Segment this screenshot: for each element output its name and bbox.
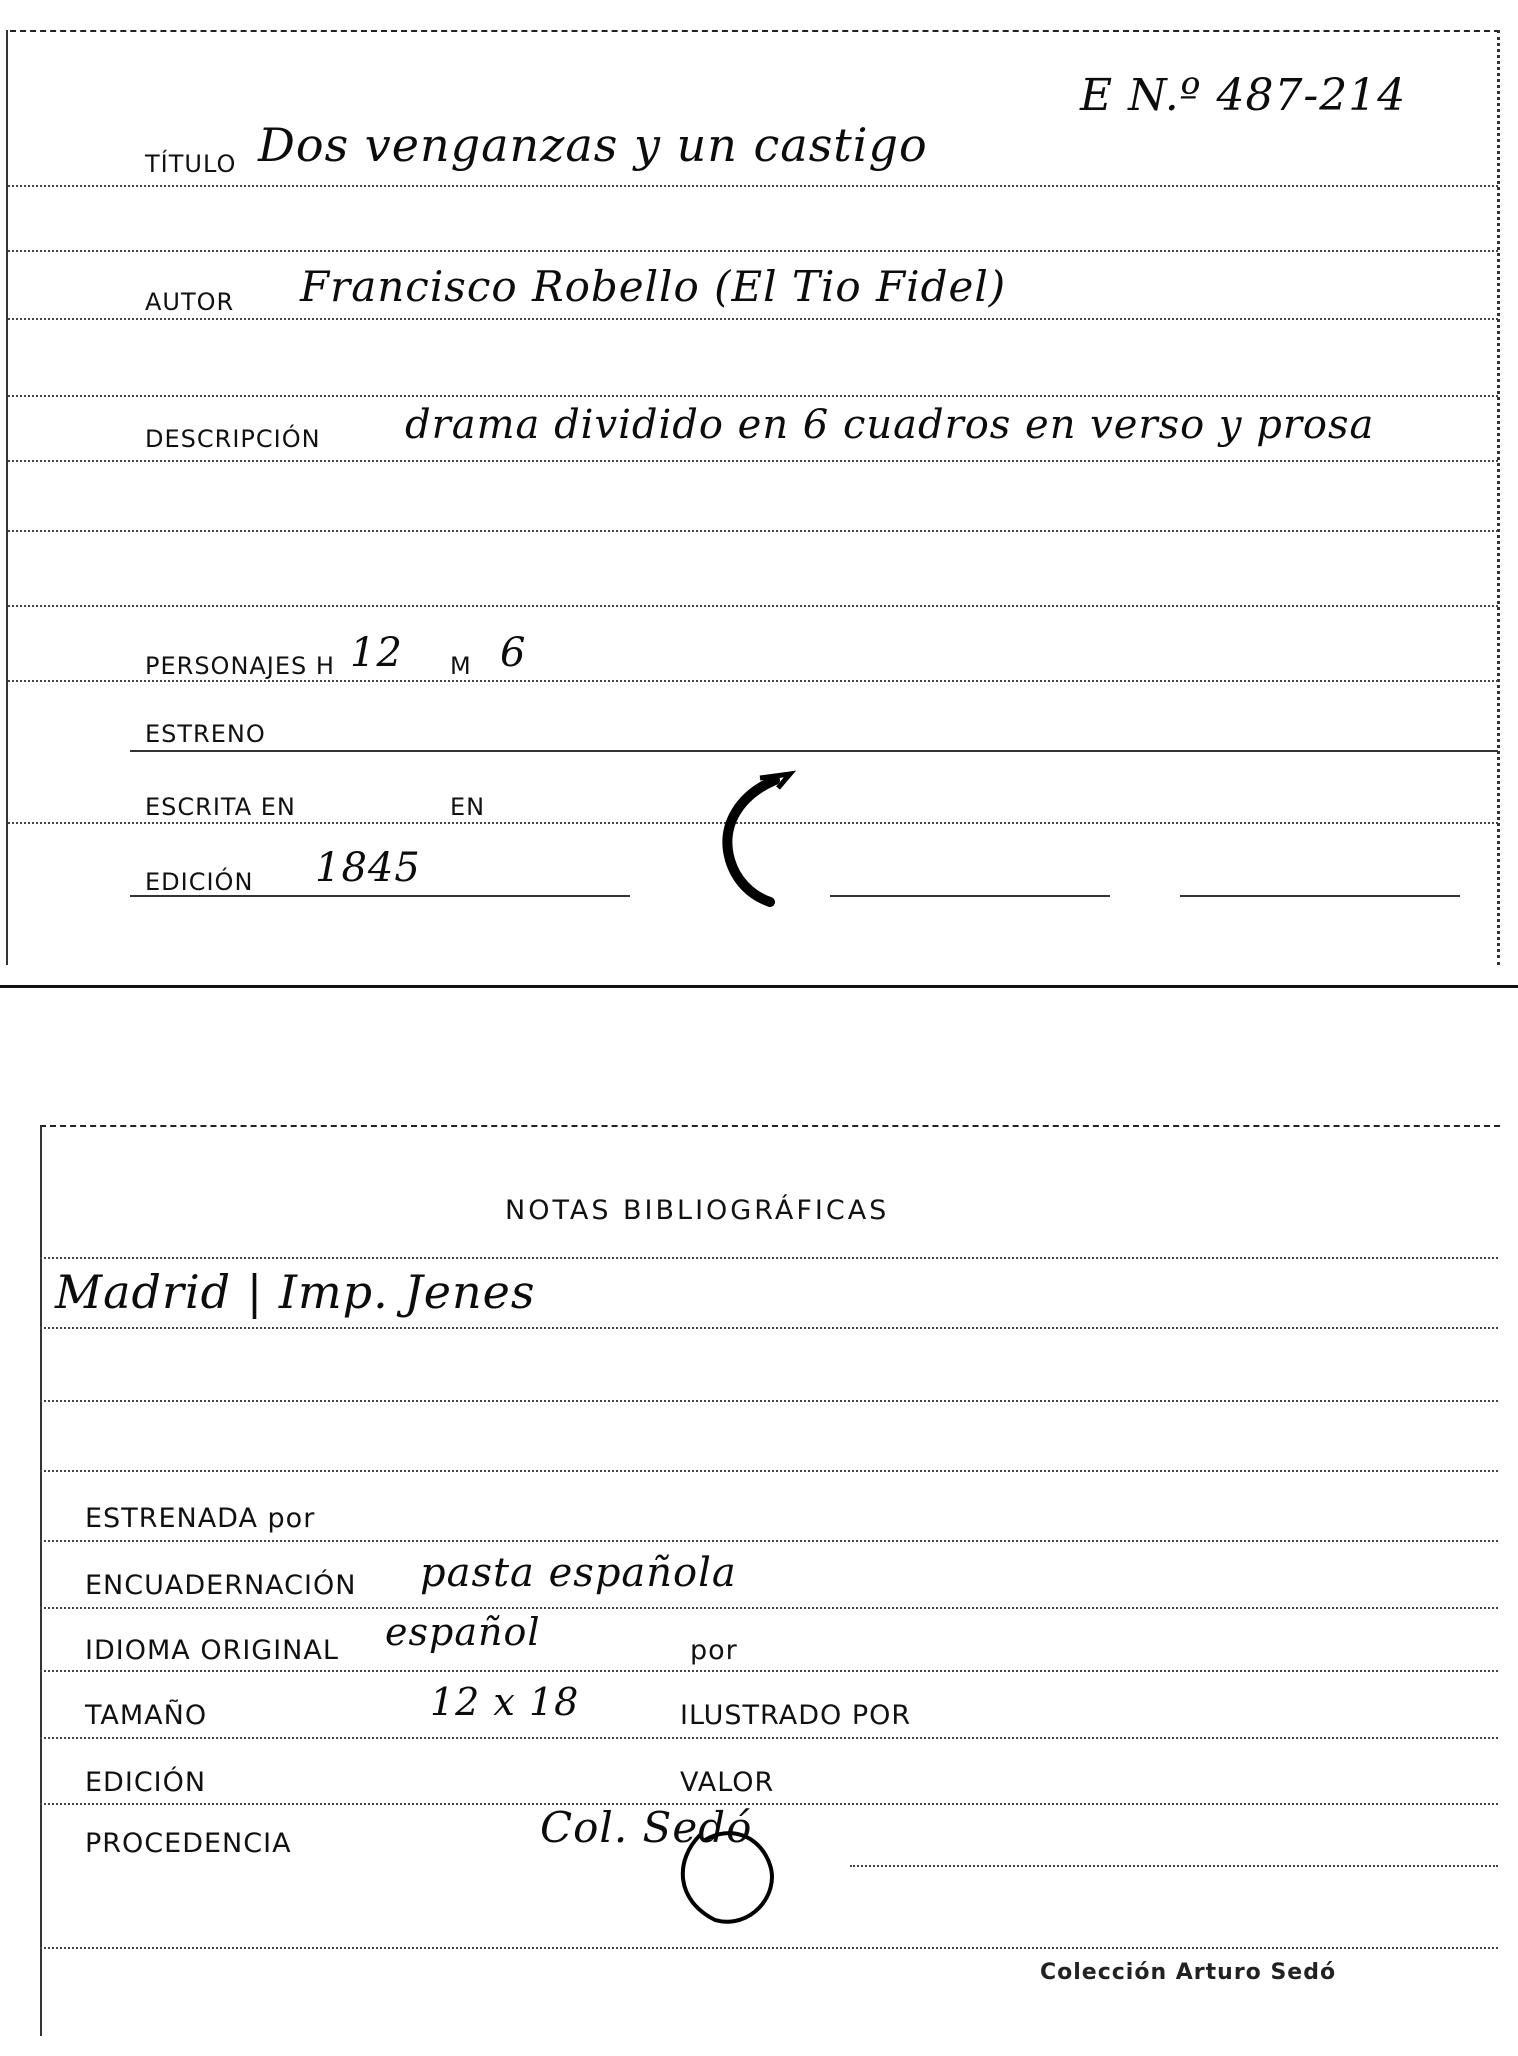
autor-rule [8, 318, 1498, 320]
tamano-label: TAMAÑO [85, 1700, 208, 1731]
escrita-label: ESCRITA EN [145, 793, 296, 821]
procedencia-value: Col. Sedó [540, 1803, 753, 1852]
heading-rule [40, 1257, 1498, 1259]
procedencia-label: PROCEDENCIA [85, 1828, 292, 1859]
descripcion-rule [8, 460, 1498, 462]
edicion-value: 1845 [315, 845, 421, 891]
card-top-border [10, 30, 1500, 32]
idioma-label: IDIOMA ORIGINAL [85, 1635, 339, 1666]
descripcion-label: DESCRIPCIÓN [145, 425, 321, 453]
circle-mark [660, 1815, 790, 1935]
personajes-h-value: 12 [350, 630, 403, 676]
rule-7 [8, 605, 1498, 607]
catalog-card-back [0, 1095, 1518, 2056]
rule-6 [8, 530, 1498, 532]
tamano-rule [40, 1737, 1498, 1739]
notes-value: Madrid | Imp. Jenes [55, 1265, 536, 1319]
rule-2 [8, 250, 1498, 252]
personajes-h-label: PERSONAJES H [145, 652, 335, 680]
tamano-value: 12 x 18 [430, 1680, 580, 1724]
edicion-rule-back [40, 1803, 1498, 1805]
edicion-rule-3 [1180, 895, 1460, 897]
bracket-mark [700, 770, 800, 910]
card-left-border [6, 30, 8, 965]
notes-rule-3 [40, 1470, 1498, 1472]
idioma-por-label: por [690, 1635, 738, 1666]
idioma-value: español [385, 1610, 541, 1654]
collection-credit: Colección Arturo Sedó [1040, 1960, 1337, 1985]
estrenada-label: ESTRENADA por [85, 1503, 316, 1534]
personajes-m-value: 6 [500, 630, 527, 676]
encuadernacion-value: pasta española [420, 1550, 737, 1596]
card-right-border [1497, 30, 1500, 965]
valor-label: VALOR [680, 1767, 775, 1798]
edicion-rule-2 [830, 895, 1110, 897]
encuadernacion-label: ENCUADERNACIÓN [85, 1570, 357, 1601]
personajes-rule [8, 680, 1498, 682]
card-back-top-border [40, 1125, 1500, 1127]
encuadernacion-rule [40, 1607, 1498, 1609]
notes-rule-2 [40, 1400, 1498, 1402]
titulo-rule [8, 185, 1498, 187]
estreno-rule [130, 750, 1498, 752]
notas-heading: NOTAS BIBLIOGRÁFICAS [505, 1195, 890, 1226]
bottom-rule [40, 1947, 1498, 1949]
catalog-card-front [0, 0, 1518, 985]
edicion-label: EDICIÓN [145, 868, 254, 896]
notes-rule-1 [40, 1327, 1498, 1329]
procedencia-rule [850, 1865, 1498, 1867]
titulo-label: TÍTULO [145, 150, 237, 178]
descripcion-value: drama dividido en 6 cuadros en verso y prosa [405, 402, 1375, 448]
idioma-rule [40, 1670, 1498, 1672]
estrenada-rule [40, 1540, 1498, 1542]
estreno-label: ESTRENO [145, 720, 266, 748]
card-separator [0, 985, 1518, 988]
personajes-m-label: M [450, 652, 472, 680]
rule-4 [8, 395, 1498, 397]
autor-label: AUTOR [145, 288, 235, 316]
escrita-en-label: EN [450, 793, 486, 821]
titulo-value: Dos venganzas y un castigo [258, 118, 928, 172]
ilustrado-label: ILUSTRADO POR [680, 1700, 912, 1731]
autor-value: Francisco Robello (El Tio Fidel) [300, 262, 1007, 311]
catalog-number: E N.º 487-214 [1080, 70, 1407, 121]
card-back-left-border [40, 1125, 42, 2036]
edicion-label-back: EDICIÓN [85, 1767, 207, 1798]
